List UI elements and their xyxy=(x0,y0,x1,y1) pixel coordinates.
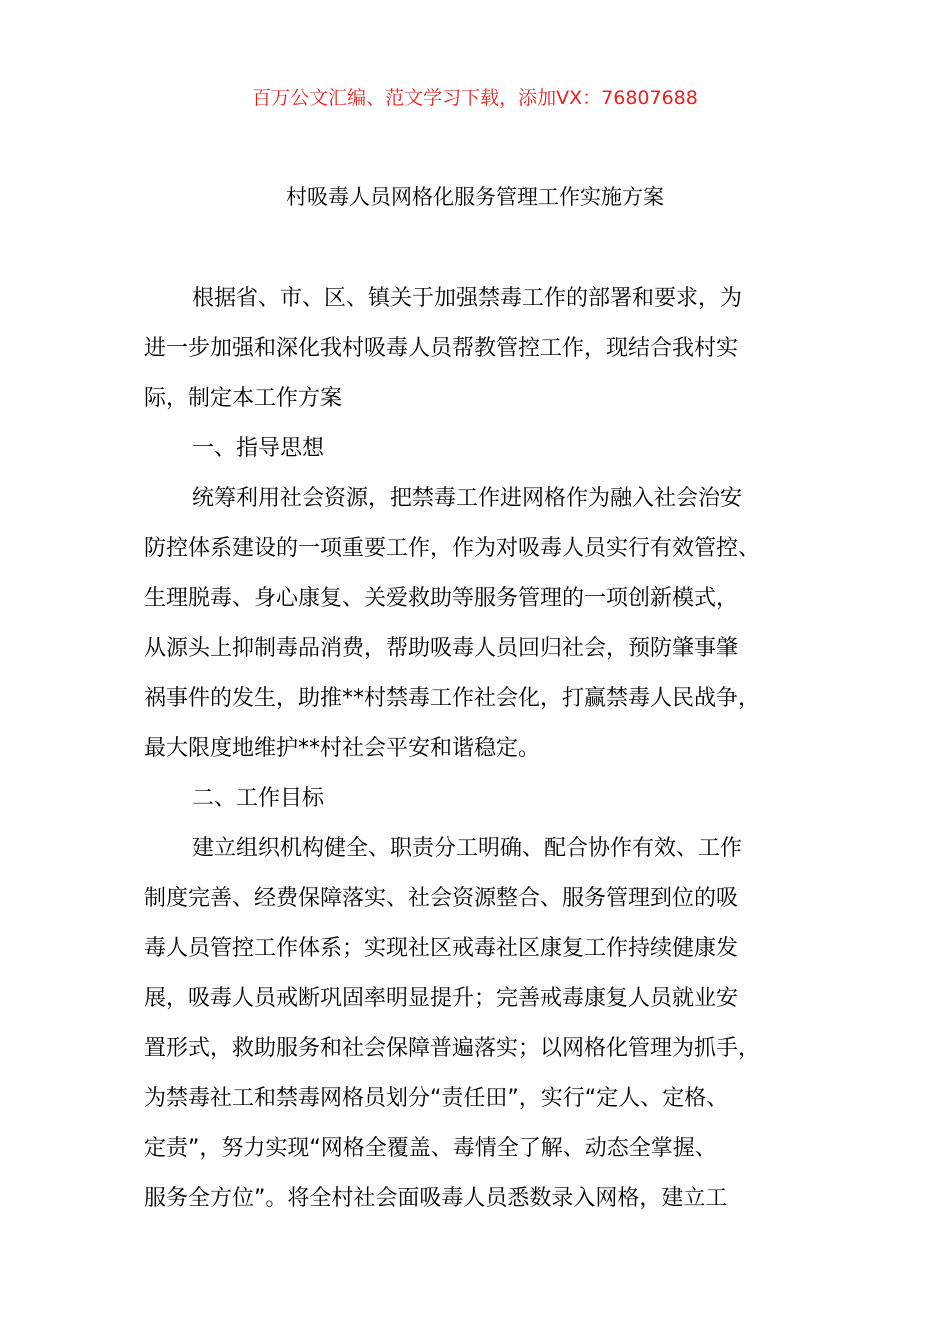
paragraph-line: 最大限度地维护**村社会平安和谐稳定。 xyxy=(144,736,541,761)
paragraph-line: 定责”，努力实现“网格全覆盖、毒情全了解、动态全掌握、 xyxy=(144,1136,717,1161)
section-heading-work-goals: 二、工作目标 xyxy=(192,786,325,811)
paragraph-line: 际，制定本工作方案 xyxy=(144,386,343,411)
paragraph-line: 防控体系建设的一项重要工作，作为对吸毒人员实行有效管控、 xyxy=(144,536,761,561)
paragraph-line: 建立组织机构健全、职责分工明确、配合协作有效、工作 xyxy=(192,836,743,861)
header-watermark-note: 百万公文汇编、范文学习下载，添加VX：76807688 xyxy=(252,87,698,109)
paragraph-line: 服务全方位”。将全村社会面吸毒人员悉数录入网格，建立工 xyxy=(144,1186,728,1211)
paragraph-line: 制度完善、经费保障落实、社会资源整合、服务管理到位的吸 xyxy=(144,886,739,911)
section-heading-guiding-ideology: 一、指导思想 xyxy=(192,436,325,461)
paragraph-line: 进一步加强和深化我村吸毒人员帮教管控工作，现结合我村实 xyxy=(144,336,739,361)
document-body xyxy=(144,274,834,1224)
document-title: 村吸毒人员网格化服务管理工作实施方案 xyxy=(286,185,664,209)
paragraph-line: 统筹利用社会资源，把禁毒工作进网格作为融入社会治安 xyxy=(192,486,743,511)
paragraph-line: 生理脱毒、身心康复、关爱救助等服务管理的一项创新模式， xyxy=(144,586,739,611)
paragraph-line: 为禁毒社工和禁毒网格员划分“责任田”，实行“定人、定格、 xyxy=(144,1086,729,1111)
paragraph-line: 展，吸毒人员戒断巩固率明显提升；完善戒毒康复人员就业安 xyxy=(144,986,739,1011)
paragraph-line: 从源头上抑制毒品消费，帮助吸毒人员回归社会，预防肇事肇 xyxy=(144,636,739,661)
paragraph-line: 祸事件的发生，助推**村禁毒工作社会化，打赢禁毒人民战争， xyxy=(144,686,761,711)
paragraph-line: 毒人员管控工作体系；实现社区戒毒社区康复工作持续健康发 xyxy=(144,936,739,961)
paragraph-line: 根据省、市、区、镇关于加强禁毒工作的部署和要求，为 xyxy=(192,286,743,311)
paragraph-line: 置形式，救助服务和社会保障普遍落实；以网格化管理为抓手， xyxy=(144,1036,761,1061)
